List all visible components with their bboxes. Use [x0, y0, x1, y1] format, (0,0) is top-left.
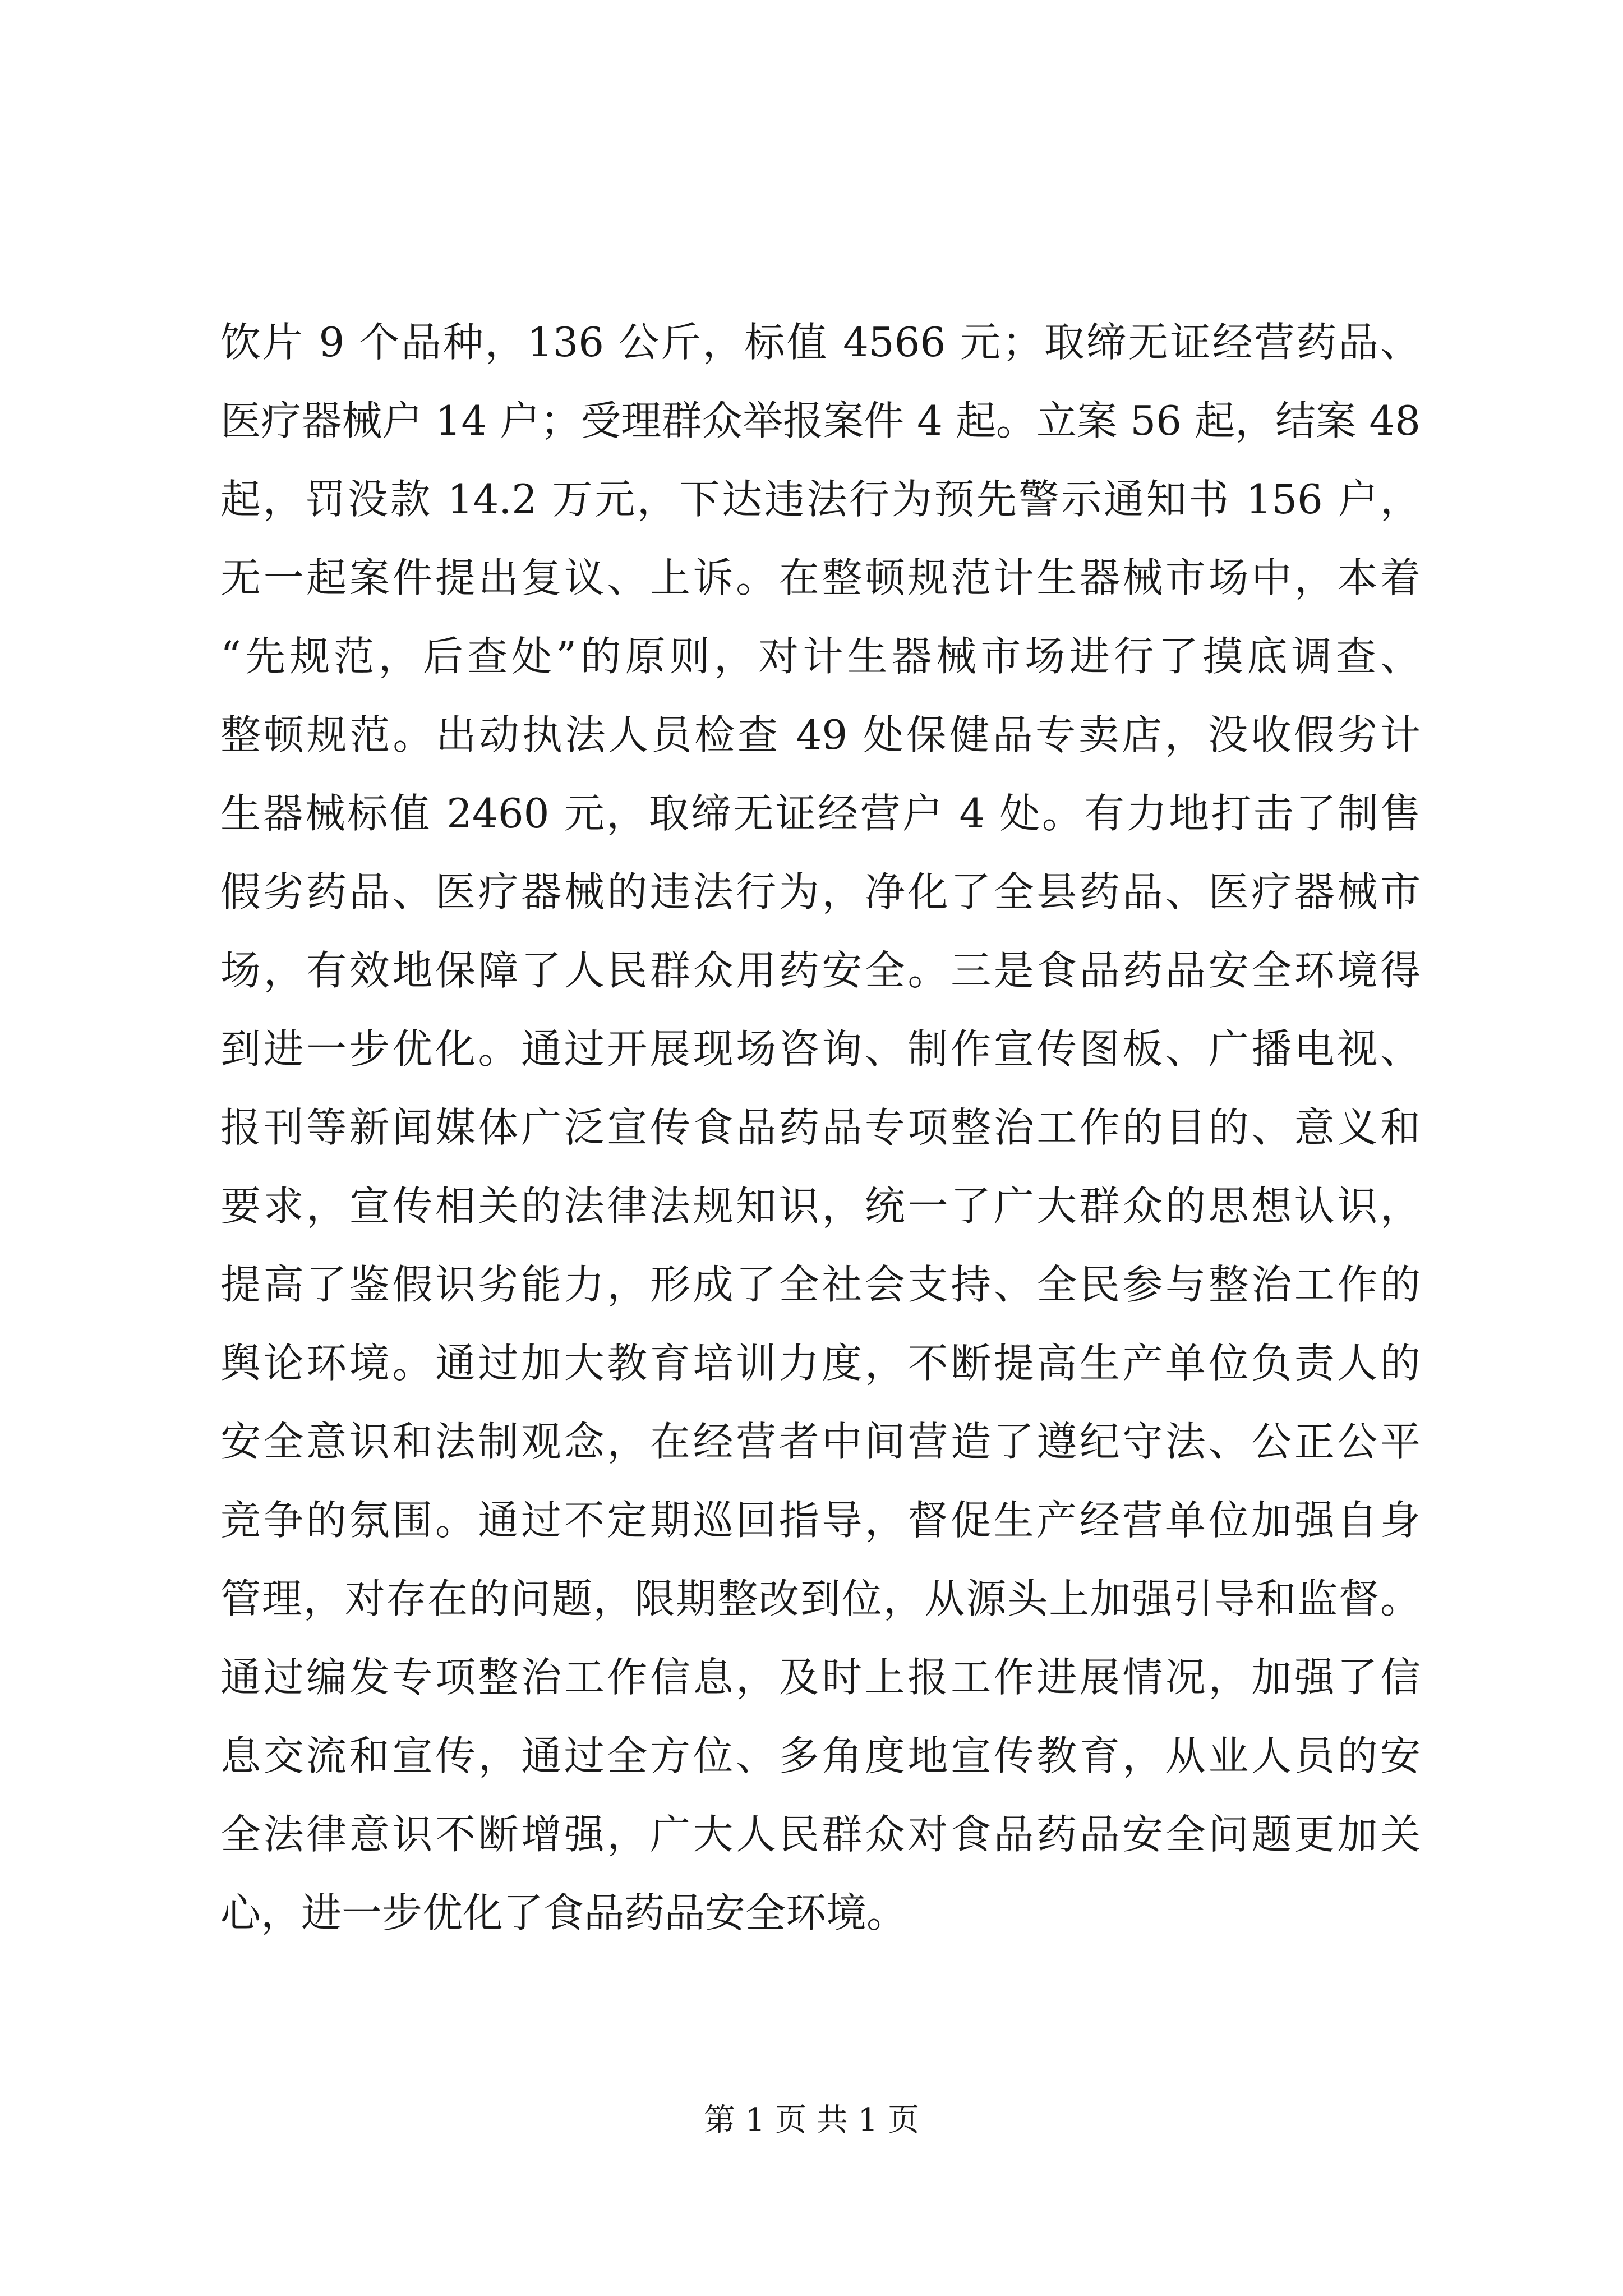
text-line: 无一起案件提出复议、上诉。在整顿规范计生器械市场中，本着: [220, 554, 1421, 601]
text-line: 报刊等新闻媒体广泛宣传食品药品专项整治工作的目的、意义和: [220, 1104, 1421, 1151]
text-line: 医疗器械户 14 户；受理群众举报案件 4 起。立案 56 起，结案 48: [220, 397, 1421, 444]
text-line: 舆论环境。通过加大教育培训力度，不断提高生产单位负责人的: [220, 1340, 1421, 1387]
text-line: 全法律意识不断增强，广大人民群众对食品药品安全问题更加关: [220, 1811, 1421, 1858]
page-number-footer: 第 1 页 共 1 页: [703, 2102, 920, 2138]
text-line: 心，进一步优化了食品药品安全环境。: [220, 1889, 907, 1936]
text-line: 管理，对存在的问题，限期整改到位，从源头上加强引导和监督。: [220, 1575, 1421, 1622]
text-line: 息交流和宣传，通过全方位、多角度地宣传教育，从业人员的安: [220, 1732, 1421, 1779]
text-line: 要求，宣传相关的法律法规知识，统一了广大群众的思想认识，: [220, 1182, 1421, 1230]
text-line: 假劣药品、医疗器械的违法行为，净化了全县药品、医疗器械市: [220, 868, 1421, 915]
text-line: 安全意识和法制观念，在经营者中间营造了遵纪守法、公正公平: [220, 1418, 1421, 1465]
text-line: 起，罚没款 14.2 万元，下达违法行为预先警示通知书 156 户，: [220, 476, 1421, 523]
text-line: 通过编发专项整治工作信息，及时上报工作进展情况，加强了信: [220, 1654, 1421, 1701]
text-line: 整顿规范。出动执法人员检查 49 处保健品专卖店，没收假劣计: [220, 711, 1421, 758]
text-line: 场，有效地保障了人民群众用药安全。三是食品药品安全环境得: [220, 947, 1421, 994]
text-line: 到进一步优化。通过开展现场咨询、制作宣传图板、广播电视、: [220, 1025, 1421, 1073]
text-line: 竞争的氛围。通过不定期巡回指导，督促生产经营单位加强自身: [220, 1497, 1421, 1544]
text-line: 提高了鉴假识劣能力，形成了全社会支持、全民参与整治工作的: [220, 1261, 1421, 1308]
text-line: “先规范，后查处”的原则，对计生器械市场进行了摸底调查、: [220, 633, 1421, 680]
text-line: 饮片 9 个品种，136 公斤，标值 4566 元；取缔无证经营药品、: [220, 319, 1421, 366]
text-line: 生器械标值 2460 元，取缔无证经营户 4 处。有力地打击了制售: [220, 790, 1421, 837]
